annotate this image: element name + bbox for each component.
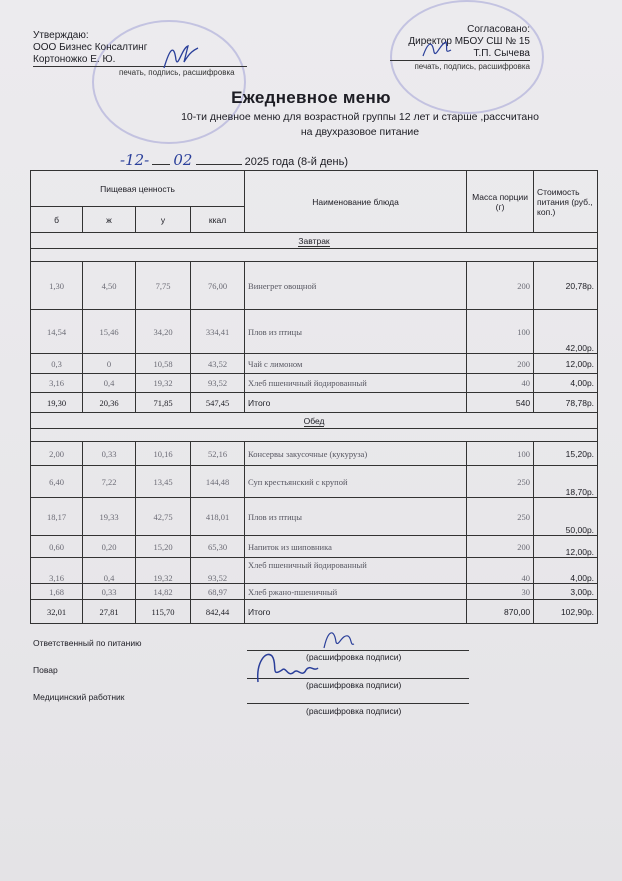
table-row: 6,40 7,22 13,45 144,48 Суп крестьянский с крупой 250 18,70р. [31,466,598,498]
section-breakfast: Завтрак [31,233,598,249]
responsible-caption: (расшифровка подписи) [306,652,402,662]
date-year: 2025 года (8-й день) [244,156,348,168]
table-row: 0,3 0 10,58 43,52 Чай с лимоном 200 12,00р. [31,354,598,374]
agreement-person: Т.П. Сычева [390,48,530,61]
table-row: 3,16 0,4 19,32 93,52 Хлеб пшеничный йодированный 40 4,00р. [31,374,598,393]
menu-table [30,170,598,624]
agreement-caption: печать, подпись, расшифровка [414,62,530,71]
approval-person: Кортоножко Е. Ю. [33,54,247,67]
cook-signature [252,648,322,688]
table-row: 14,54 15,46 34,20 334,41 Плов из птицы 100 42,00р. [31,310,598,354]
header-protein: б [31,207,83,233]
table-row: 3,16 0,4 19,32 93,52 Хлеб пшеничный йодированный 40 4,00р. [31,558,598,584]
approval-signature [160,38,200,74]
lunch-total-row: 32,01 27,81 115,70 842,44 Итого 870,00 102,90р. [31,600,598,624]
agreement-signature [420,36,454,62]
approval-org: ООО Бизнес Консалтинг [33,42,148,53]
empty-row [31,429,598,442]
approval-caption: печать, подпись, расшифровка [119,68,235,77]
agreement-position: Директор МБОУ СШ № 15 [408,36,530,47]
medic-signature-line [247,703,469,704]
agreement-label: Согласовано: [467,24,530,35]
medic-caption: (расшифровка подписи) [306,706,402,716]
page-subtitle [120,110,600,140]
table-row: 0,60 0,20 15,20 65,30 Напиток из шиповника 200 12,00р. [31,536,598,558]
table-row: 1,68 0,33 14,82 68,97 Хлеб ржано-пшеничный 30 3,00р. [31,584,598,600]
responsible-signature [320,626,356,652]
agreement-block [390,24,530,73]
header-kcal: ккал [191,207,245,233]
breakfast-total-row: 19,30 20,36 71,85 547,45 Итого 540 78,78р. [31,393,598,413]
header-carb: у [136,207,191,233]
section-lunch: Обед [31,413,598,429]
date-month: 02 [173,151,193,169]
empty-row [31,249,598,262]
header-dish: Наименование блюда [245,171,467,233]
approval-block [33,30,247,79]
responsible-label: Ответственный по питанию [33,638,142,648]
page-title: Ежедневное меню [231,88,391,107]
header-mass: Масса порции (г) [467,171,534,233]
table-row: 2,00 0,33 10,16 52,16 Консервы закусочные (кукуруза) 100 15,20р. [31,442,598,466]
medic-label: Медицинский работник [33,692,125,702]
subtitle-line-1: 10-ти дневное меню для возрастной группы 12 лет и старше ,рассчитано [181,111,539,123]
header-fat: ж [83,207,136,233]
cook-label: Повар [33,665,58,675]
cook-caption: (расшифровка подписи) [306,680,402,690]
table-row: 1,30 4,50 7,75 76,00 Винегрет овощной 200 20,78р. [31,262,598,310]
header-cost: Стоимость питания (руб., коп.) [534,171,598,233]
approval-label: Утверждаю: [33,30,89,41]
header-nutrition: Пищевая ценность [31,171,245,207]
table-row: 18,17 19,33 42,75 418,01 Плов из птицы 250 50,00р. [31,498,598,536]
subtitle-line-2: на двухразовое питание [300,126,420,138]
date-day: -12- [120,151,150,169]
date-line [120,151,348,169]
